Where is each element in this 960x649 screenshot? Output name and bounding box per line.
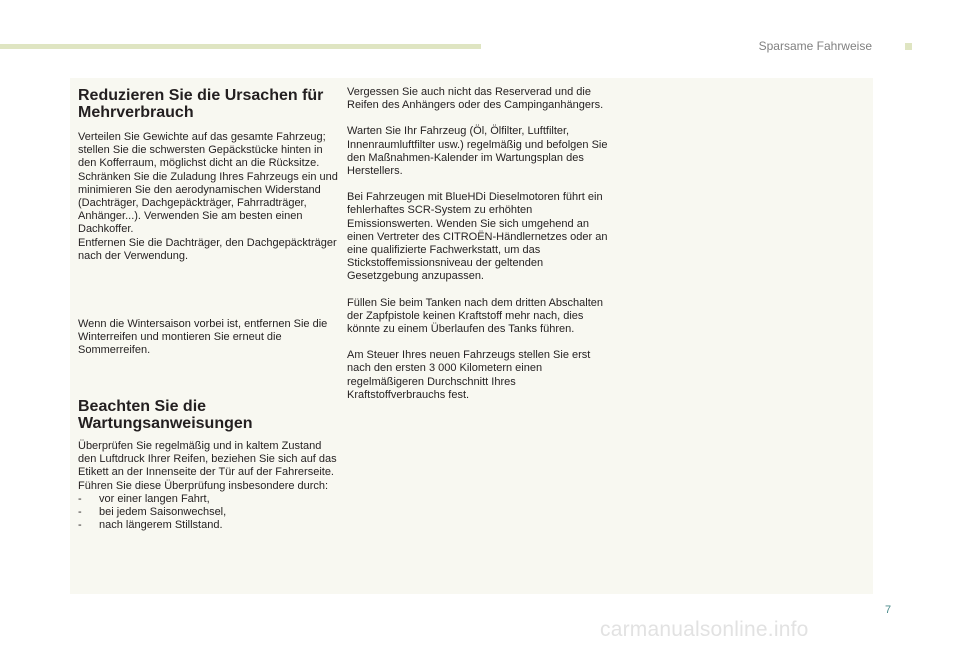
paragraph-spare-wheel: Vergessen Sie auch nicht das Reserverad und die Reifen des Anhängers oder des Campinganhängers.: [347, 86, 604, 112]
list-marker: -: [78, 506, 82, 519]
paragraph-new-vehicle: Am Steuer Ihres neuen Fahrzeugs stellen Sie erst nach den ersten 3 000 Kilometern einen regelmäßigeren Durchschnitt Ihres Kraftstoffverbrauchs fest.: [347, 349, 591, 401]
list-item: - vor einer langen Fahrt,: [78, 492, 210, 505]
paragraph-servicing: Warten Sie Ihr Fahrzeug (Öl, Ölfilter, Luftfilter, Innenraumluftfilter usw.) regelmäßig und befolgen Sie den Maßnahmen-Kalender im Wartungsplan des Herstellers.: [347, 125, 608, 178]
section-title-consumption: Reduzieren Sie die Ursachen für Mehrverbrauch: [78, 87, 324, 121]
list-marker: -: [78, 492, 82, 505]
paragraph: Verteilen Sie Gewichte auf das gesamte Fahrzeug; stellen Sie die schwersten Gepäckstücke hinten in den Kofferraum, möglichst dicht an die Rücksitze.: [78, 131, 326, 170]
header-accent-bar: [0, 44, 481, 49]
paragraph: Führen Sie diese Überprüfung insbesondere durch:: [78, 479, 329, 492]
header-square-marker: [905, 43, 912, 50]
page-number: 7: [885, 604, 892, 616]
list-marker: -: [78, 519, 82, 532]
paragraph: Schränken Sie die Zuladung Ihres Fahrzeugs ein und minimieren Sie den aerodynamischen Widerstand (Dachträger, Dachgepäckträger, Fahrradträger, Anhänger...). Verwenden Sie am besten einen Dachkoffer.: [78, 170, 338, 236]
paragraph: Entfernen Sie die Dachträger, den Dachgepäckträger nach der Verwendung.: [78, 236, 337, 262]
section-body-maintenance: [78, 440, 338, 532]
chapter-title: Sparsame Fahrweise: [758, 39, 872, 53]
section-body-consumption: [78, 131, 338, 263]
section-title-maintenance: Beachten Sie die Wartungsanweisungen: [78, 398, 253, 432]
paragraph-scr-system: Bei Fahrzeugen mit BlueHDi Dieselmotoren führt ein fehlerhaftes SCR-System zu erhöhten Emissionswerten. Wenden Sie sich umgehend an einen Vertreter des CITROËN-Händlernetzes oder an eine qualifizierte Fachwerkstatt, um das Stickstoffemissionsniveau der geltenden Gesetzgebung anzupassen.: [347, 191, 608, 283]
paragraph: Überprüfen Sie regelmäßig und in kaltem Zustand den Luftdruck Ihrer Reifen, beziehen Sie sich auf das Etikett an der Innenseite der Tür auf der Fahrerseite.: [78, 440, 337, 479]
paragraph-winter-tyres: Wenn die Wintersaison vorbei ist, entfernen Sie die Winterreifen und montieren Sie erneut die Sommerreifen.: [78, 318, 328, 357]
list-item: - bei jedem Saisonwechsel,: [78, 506, 227, 519]
content-panel: [70, 78, 873, 594]
watermark: carmanualsonline.info: [600, 618, 809, 641]
paragraph-refuelling: Füllen Sie beim Tanken nach dem dritten Abschalten der Zapfpistole keinen Kraftstoff mehr nach, dies könnte zu einem Überlaufen des Tanks führen.: [347, 296, 604, 336]
check-occasions-list: [78, 493, 338, 533]
right-column: [347, 86, 609, 415]
list-item: - nach längerem Stillstand.: [78, 519, 223, 532]
